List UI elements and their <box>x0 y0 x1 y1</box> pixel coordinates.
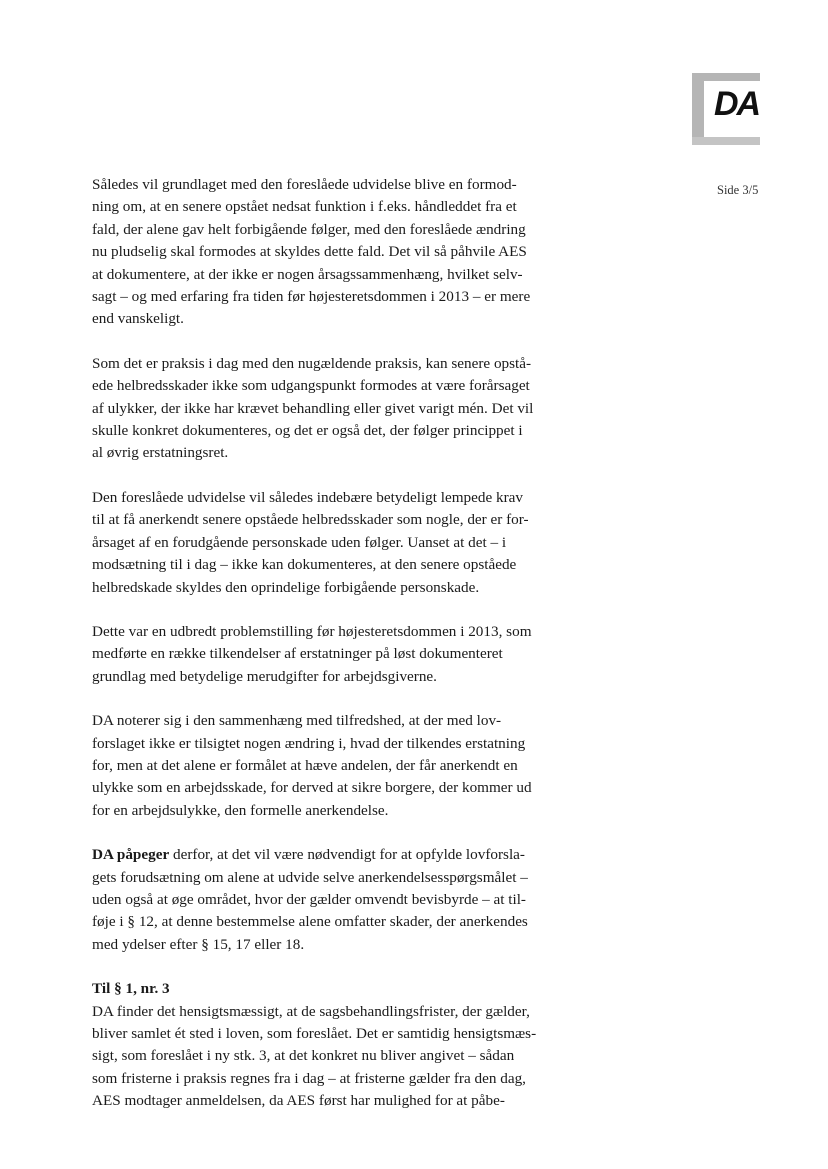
paragraph-2 <box>92 353 572 465</box>
text-line: al øvrig erstatningsret. <box>92 444 229 462</box>
text-line: med ydelser efter § 15, 17 eller 18. <box>92 935 305 953</box>
text-line: uden også at øge området, hvor der gælder omvendt bevisbyrde – at til- <box>92 890 526 908</box>
text-line: ede helbredsskader ikke som udgangspunkt formodes at være forårsaget <box>92 377 530 395</box>
text-line: ulykke som en arbejdsskade, for derved at sikre borgere, der kommer ud <box>92 779 532 797</box>
text-line: som fristerne i praksis regnes fra i dag – at fristerne gælder fra den dag, <box>92 1069 526 1087</box>
text-line: ning om, at en senere opstået nedsat funktion i f.eks. håndleddet fra et <box>92 198 517 216</box>
page-number: Side 3/5 <box>717 183 759 197</box>
text-line: Den foreslåede udvidelse vil således indebære betydeligt lempede krav <box>92 488 524 506</box>
logo-text: DA <box>714 85 760 123</box>
text-fragment: derfor, at det vil være nødvendigt for at opfylde lovforsla- <box>169 846 525 864</box>
text-line: føje i § 12, at denne bestemmelse alene omfatter skader, der anerkendes <box>92 913 528 931</box>
text-line: at dokumentere, at der ikke er nogen årsagssammenhæng, hvilket selv- <box>92 265 523 283</box>
text-line: for en arbejdsulykke, den formelle anerkendelse. <box>92 801 389 819</box>
text-line <box>92 844 572 866</box>
text-line: skulle konkret dokumenteres, og det er også det, der følger princippet i <box>92 422 523 440</box>
text-line: Dette var en udbredt problemstilling før højesteretsdommen i 2013, som <box>92 622 532 640</box>
paragraph-7 <box>92 978 572 1112</box>
text-line: til at få anerkendt senere opståede helbredsskader som nogle, der er for- <box>92 511 529 529</box>
paragraph-4 <box>92 621 572 688</box>
text-line: fald, der alene gav helt forbigående følger, med den foreslåede ændring <box>92 220 526 238</box>
paragraph-3 <box>92 487 572 599</box>
text-line: DA noterer sig i den sammenhæng med tilfredshed, at der med lov- <box>92 712 502 730</box>
text-line: for, men at det alene er formålet at hæve andelen, der får anerkendt en <box>92 756 518 774</box>
text-line: nu pludselig skal formodes at skyldes dette fald. Det vil så påhvile AES <box>92 243 527 261</box>
section-heading: Til § 1, nr. 3 <box>92 980 170 998</box>
text-line: bliver samlet ét sted i loven, som foreslået. Det er samtidig hensigtsmæs- <box>92 1025 537 1042</box>
text-line: årsaget af en forudgående personskade uden følger. Uanset at det – i <box>92 533 507 551</box>
da-logo <box>692 73 760 145</box>
paragraph-1 <box>92 174 572 331</box>
text-line: af ulykker, der ikke har krævet behandling eller givet varigt mén. Det vil <box>92 399 534 417</box>
text-line: medførte en række tilkendelser af erstatninger på løst dokumenteret <box>92 645 503 663</box>
text-line: sagt – og med erfaring fra tiden før højesteretsdommen i 2013 – er mere <box>92 288 531 306</box>
text-line: Således vil grundlaget med den foreslåede udvidelse blive en formod- <box>92 176 517 193</box>
paragraph-5 <box>92 710 572 822</box>
logo-bar-bottom <box>692 137 760 145</box>
text-line: gets forudsætning om alene at udvide selve anerkendelsesspørgsmålet – <box>92 868 528 886</box>
text-line: modsætning til i dag – ikke kan dokumenteres, at den senere opståede <box>92 556 517 574</box>
text-line: sigt, som foreslået i ny stk. 3, at det konkret nu bliver angivet – sådan <box>92 1047 515 1065</box>
lead-text: DA påpeger <box>92 846 170 864</box>
text-line: AES modtager anmeldelsen, da AES først har mulighed for at påbe- <box>92 1092 505 1110</box>
document-body <box>92 174 572 1135</box>
logo-bracket <box>692 73 704 145</box>
text-line: helbredskade skyldes den oprindelige forbigående personskade. <box>92 578 480 596</box>
text-line: DA finder det hensigtsmæssigt, at de sagsbehandlingsfrister, der gælder, <box>92 1002 530 1020</box>
paragraph-6 <box>92 844 572 956</box>
text-line: grundlag med betydelige merudgifter for arbejdsgiverne. <box>92 667 437 685</box>
text-line: Som det er praksis i dag med den nugældende praksis, kan senere opstå- <box>92 354 532 372</box>
logo-bar-top <box>692 73 760 81</box>
text-line: forslaget ikke er tilsigtet nogen ændring i, hvad der tilkendes erstatning <box>92 734 526 752</box>
text-line: end vanskeligt. <box>92 310 184 328</box>
